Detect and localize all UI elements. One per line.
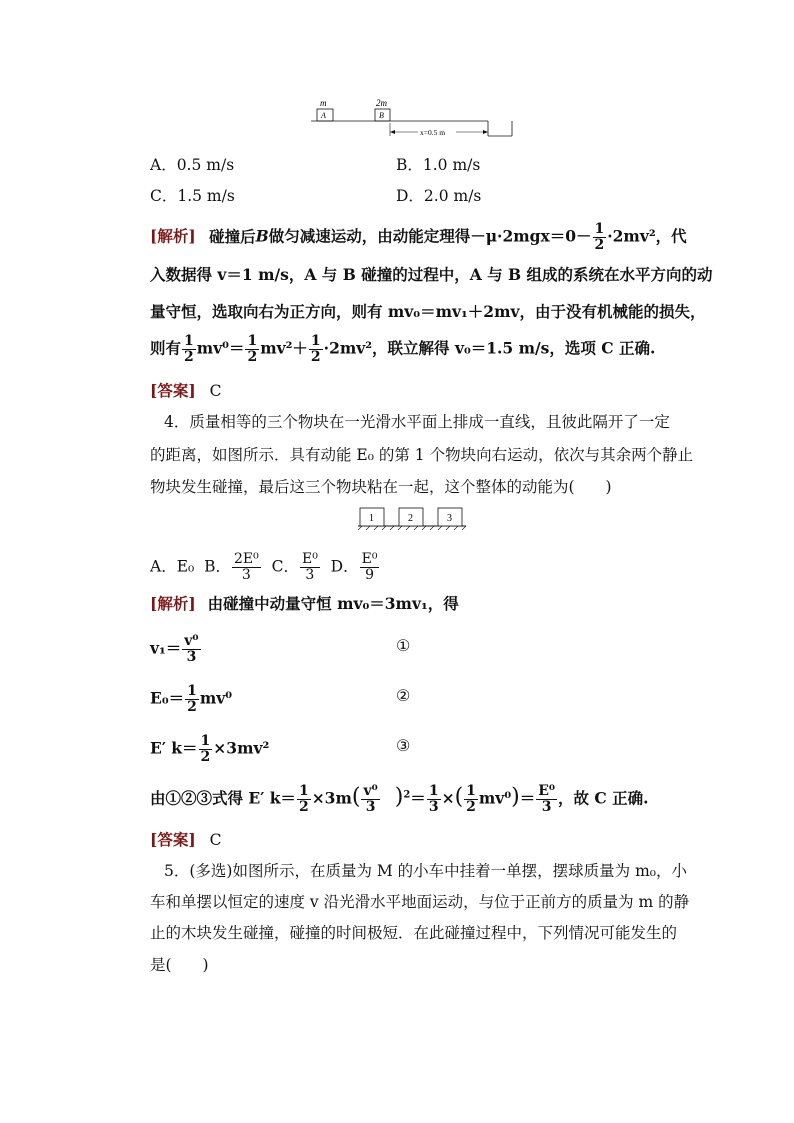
q3-analysis-line-1: [解析] 碰撞后B做匀减速运动，由动能定理得－μ·2mgx＝0－ $\frac{1}{2}$ ·2mv²，代 <box>150 221 687 253</box>
option-c: C．1.5 m/s <box>150 187 235 205</box>
mass-a-label: m <box>320 98 327 108</box>
block-3-label: 3 <box>447 513 452 524</box>
q3-analysis-line-2: 入数据得 v＝1 m/s，A 与 B 碰撞的过程中，A 与 B 组成的系统在水平方向的动 <box>150 265 713 284</box>
q5-line-3: 止的木块发生碰撞，碰撞的时间极短．在此碰撞过程中，下列情况可能发生的 <box>150 924 678 942</box>
q3-answer: [答案] C <box>150 381 222 400</box>
q4-answer: [答案] C <box>150 830 222 849</box>
q3-analysis-line-3: 量守恒，选取向右为正方向，则有 mv₀＝mv₁＋2mv，由于没有机械能的损失， <box>150 302 706 321</box>
block-a-label: A <box>321 111 326 120</box>
q5-line-2: 车和单摆以恒定的速度 v 沿光滑水平地面运动，与位于正前方的质量为 m 的静 <box>150 893 690 911</box>
three-blocks-figure <box>356 504 468 530</box>
equation-2-marker: ② <box>396 686 411 705</box>
block-b-label: B <box>379 111 384 120</box>
option-d: D．2.0 m/s <box>396 187 482 205</box>
mass-b-label: 2m <box>376 98 387 108</box>
q4-analysis-line-1: [解析] 由碰撞中动量守恒 mv₀＝3mv₁，得 <box>150 594 459 613</box>
distance-label: x=0.5 m <box>420 128 446 137</box>
q5-line-1: 5．(多选)如图所示，在质量为 M 的小车中挂着一单摆，摆球质量为 m₀，小 <box>164 862 688 880</box>
equation-1-marker: ① <box>396 636 411 655</box>
q4-options: A．E₀ B． $\frac{\text{2E⁰}}{3}$ C． $\frac{\text{E⁰}}{3}$ D． $\frac{\text{E⁰}}{9}$ <box>150 551 378 583</box>
block-2-label: 2 <box>408 513 413 524</box>
block-1-label: 1 <box>369 513 374 524</box>
q5-line-4: 是( ) <box>150 956 209 974</box>
q4-line-3: 物块发生碰撞，最后这三个物块粘在一起，这个整体的动能为( ) <box>150 478 612 496</box>
option-a: A．0.5 m/s <box>150 156 235 174</box>
q4-line-2: 的距离，如图所示．具有动能 E₀ 的第 1 个物块向右运动，依次与其余两个静止 <box>150 446 694 464</box>
q4-line-1: 4．质量相等的三个物块在一光滑水平面上排成一直线，且彼此隔开了一定 <box>164 413 670 431</box>
analysis-tag: [解析] <box>150 226 196 246</box>
option-b: B．1.0 m/s <box>396 156 481 174</box>
q4-final-equation: 由①②③式得 E′ k＝ $\frac{1}{2}$ ×3m( $\frac{\text{v⁰}}{3}$ )$^2$＝ $\frac{1}{3}$ ×( $\frac{1}{2}$ mv⁰)＝ $\frac{\text{E⁰}}{3}$ ，故 C 正确. <box>150 783 649 815</box>
equation-3: E′ k＝ $\frac{1}{2}$ ×3mv² <box>150 733 270 765</box>
equation-2: E₀＝ $\frac{1}{2}$ mv⁰ <box>150 683 233 715</box>
collision-figure-ab <box>306 96 520 142</box>
equation-1: v₁＝ $\frac{\text{v⁰}}{3}$ <box>150 633 199 665</box>
q3-analysis-line-4: 则有 $\frac{1}{2}$ mv⁰＝ $\frac{1}{2}$ mv²＋ $\frac{1}{2}$ ·2mv²，联立解得 v₀＝1.5 m/s，选项 C 正确. <box>150 333 656 365</box>
equation-3-marker: ③ <box>396 736 411 755</box>
